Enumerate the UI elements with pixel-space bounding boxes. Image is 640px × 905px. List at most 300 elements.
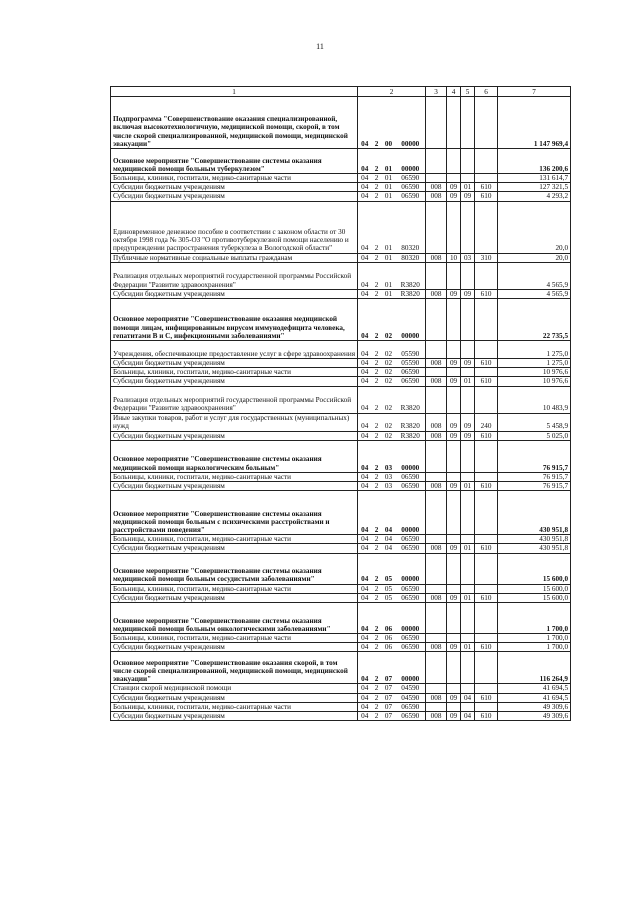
target-code-program: 04	[358, 368, 372, 377]
target-code-program: 04	[358, 341, 372, 359]
target-code-direction: 80320	[396, 253, 426, 262]
amount: 49 309,6	[498, 712, 571, 721]
target-code-activity: 01	[382, 149, 396, 174]
target-code-direction: 06590	[396, 712, 426, 721]
subsection-code	[461, 535, 475, 544]
grbs-code: 008	[426, 712, 447, 721]
target-code-activity: 07	[382, 702, 396, 711]
row-name: Больницы, клиники, госпитали, медико-санитарные части	[111, 584, 358, 593]
target-code-subprogram: 2	[372, 192, 382, 201]
column-header-4: 4	[447, 87, 461, 97]
target-code-program: 04	[358, 413, 372, 431]
expense-type-code: 610	[475, 712, 498, 721]
target-code-program: 04	[358, 183, 372, 192]
table-row	[111, 359, 571, 368]
target-code-program: 04	[358, 174, 372, 183]
amount: 136 200,6	[498, 149, 571, 174]
expense-type-code	[475, 201, 498, 253]
target-code-direction: 06590	[396, 377, 426, 386]
amount: 1 275,0	[498, 341, 571, 359]
expense-type-code	[475, 341, 498, 359]
target-code-subprogram: 2	[372, 544, 382, 553]
row-name: Субсидии бюджетным учреждениям	[111, 359, 358, 368]
grbs-code: 008	[426, 192, 447, 201]
expense-type-code: 310	[475, 253, 498, 262]
grbs-code	[426, 684, 447, 693]
row-name: Больницы, клиники, госпитали, медико-санитарные части	[111, 702, 358, 711]
table-row	[111, 603, 571, 634]
section-code: 10	[447, 253, 461, 262]
amount: 20,0	[498, 201, 571, 253]
budget-table	[110, 86, 571, 721]
subsection-code: 09	[461, 192, 475, 201]
expense-type-code: 610	[475, 359, 498, 368]
row-name: Основное мероприятие "Совершенствование системы оказания медицинской помощи больным онкологическими заболеваниями"	[111, 603, 358, 634]
section-code	[447, 584, 461, 593]
target-code-activity: 07	[382, 652, 396, 684]
subsection-code	[461, 684, 475, 693]
amount: 4 293,2	[498, 192, 571, 201]
target-code-subprogram: 2	[372, 368, 382, 377]
target-code-direction: 04590	[396, 684, 426, 693]
expense-type-code: 610	[475, 643, 498, 652]
target-code-program: 04	[358, 472, 372, 481]
subsection-code	[461, 634, 475, 643]
amount: 76 915,7	[498, 472, 571, 481]
table-row	[111, 299, 571, 341]
target-code-direction: 06590	[396, 544, 426, 553]
target-code-subprogram: 2	[372, 201, 382, 253]
target-code-program: 04	[358, 643, 372, 652]
row-name: Реализация отдельных мероприятий государственной программы Российской Федерации "Развитие здравоохранения"	[111, 386, 358, 413]
table-row	[111, 634, 571, 643]
section-code	[447, 174, 461, 183]
target-code-program: 04	[358, 684, 372, 693]
target-code-direction: R3820	[396, 289, 426, 298]
row-name: Основное мероприятие "Совершенствование системы оказания медицинской помощи больным туберкулезом"	[111, 149, 358, 174]
target-code-direction: 00000	[396, 440, 426, 472]
table-row	[111, 368, 571, 377]
table-row	[111, 535, 571, 544]
target-code-program: 04	[358, 377, 372, 386]
row-name: Основное мероприятие "Совершенствование системы оказания медицинской помощи больным сосудистыми заболеваниями"	[111, 553, 358, 584]
target-code-activity: 04	[382, 491, 396, 535]
expense-type-code: 610	[475, 183, 498, 192]
section-code: 09	[447, 289, 461, 298]
section-code	[447, 299, 461, 341]
target-code-subprogram: 2	[372, 553, 382, 584]
amount: 41 694,5	[498, 693, 571, 702]
target-code-direction: 05590	[396, 341, 426, 359]
subsection-code	[461, 368, 475, 377]
subsection-code	[461, 341, 475, 359]
target-code-subprogram: 2	[372, 491, 382, 535]
table-row	[111, 97, 571, 149]
target-code-program: 04	[358, 693, 372, 702]
table-row	[111, 192, 571, 201]
target-code-subprogram: 2	[372, 482, 382, 491]
grbs-code	[426, 201, 447, 253]
table-row	[111, 553, 571, 584]
subsection-code	[461, 174, 475, 183]
table-row	[111, 174, 571, 183]
target-code-program: 04	[358, 299, 372, 341]
subsection-code: 01	[461, 482, 475, 491]
amount: 4 565,9	[498, 262, 571, 289]
target-code-direction: 06590	[396, 368, 426, 377]
target-code-subprogram: 2	[372, 712, 382, 721]
target-code-activity: 02	[382, 341, 396, 359]
table-row	[111, 386, 571, 413]
target-code-program: 04	[358, 431, 372, 440]
section-code	[447, 262, 461, 289]
expense-type-code	[475, 553, 498, 584]
target-code-program: 04	[358, 535, 372, 544]
amount: 10 483,9	[498, 386, 571, 413]
target-code-program: 04	[358, 386, 372, 413]
table-row	[111, 377, 571, 386]
grbs-code: 008	[426, 693, 447, 702]
target-code-activity: 02	[382, 377, 396, 386]
section-code	[447, 702, 461, 711]
table-row	[111, 482, 571, 491]
target-code-direction: 00000	[396, 491, 426, 535]
section-code: 09	[447, 359, 461, 368]
section-code: 09	[447, 693, 461, 702]
target-code-activity: 01	[382, 262, 396, 289]
amount: 10 976,6	[498, 377, 571, 386]
row-name: Больницы, клиники, госпитали, медико-санитарные части	[111, 634, 358, 643]
grbs-code	[426, 440, 447, 472]
column-header-3: 3	[426, 87, 447, 97]
target-code-subprogram: 2	[372, 377, 382, 386]
subsection-code	[461, 491, 475, 535]
target-code-program: 04	[358, 149, 372, 174]
expense-type-code	[475, 174, 498, 183]
expense-type-code	[475, 97, 498, 149]
target-code-subprogram: 2	[372, 97, 382, 149]
target-code-subprogram: 2	[372, 684, 382, 693]
target-code-direction: R3820	[396, 413, 426, 431]
grbs-code	[426, 472, 447, 481]
target-code-direction: 06590	[396, 593, 426, 602]
section-code	[447, 472, 461, 481]
target-code-direction: R3820	[396, 431, 426, 440]
amount: 76 915,7	[498, 440, 571, 472]
target-code-activity: 01	[382, 192, 396, 201]
expense-type-code	[475, 472, 498, 481]
row-name: Субсидии бюджетным учреждениям	[111, 482, 358, 491]
section-code: 09	[447, 431, 461, 440]
target-code-activity: 04	[382, 544, 396, 553]
grbs-code: 008	[426, 413, 447, 431]
subsection-code: 01	[461, 593, 475, 602]
subsection-code	[461, 299, 475, 341]
target-code-activity: 01	[382, 201, 396, 253]
expense-type-code	[475, 652, 498, 684]
table-row	[111, 201, 571, 253]
target-code-subprogram: 2	[372, 643, 382, 652]
grbs-code: 008	[426, 431, 447, 440]
subsection-code: 09	[461, 359, 475, 368]
expense-type-code	[475, 262, 498, 289]
target-code-subprogram: 2	[372, 593, 382, 602]
subsection-code: 03	[461, 253, 475, 262]
subsection-code	[461, 262, 475, 289]
section-code	[447, 535, 461, 544]
amount: 116 264,9	[498, 652, 571, 684]
target-code-subprogram: 2	[372, 652, 382, 684]
target-code-direction: 06590	[396, 535, 426, 544]
target-code-activity: 05	[382, 584, 396, 593]
section-code	[447, 553, 461, 584]
section-code	[447, 603, 461, 634]
target-code-direction: 00000	[396, 97, 426, 149]
grbs-code	[426, 299, 447, 341]
table-row	[111, 584, 571, 593]
target-code-subprogram: 2	[372, 584, 382, 593]
table-row	[111, 684, 571, 693]
grbs-code: 008	[426, 377, 447, 386]
row-name: Публичные нормативные социальные выплаты гражданам	[111, 253, 358, 262]
target-code-program: 04	[358, 584, 372, 593]
subsection-code	[461, 584, 475, 593]
target-code-subprogram: 2	[372, 693, 382, 702]
section-code: 09	[447, 593, 461, 602]
column-header-5: 5	[461, 87, 475, 97]
row-name: Основное мероприятие "Совершенствование системы оказания медицинской помощи больным с психическими расстройствами и расстройствами поведения"	[111, 491, 358, 535]
expense-type-code	[475, 440, 498, 472]
target-code-activity: 06	[382, 603, 396, 634]
target-code-program: 04	[358, 262, 372, 289]
grbs-code: 008	[426, 482, 447, 491]
target-code-activity: 05	[382, 593, 396, 602]
table-row	[111, 341, 571, 359]
expense-type-code: 610	[475, 289, 498, 298]
row-name: Субсидии бюджетным учреждениям	[111, 192, 358, 201]
subsection-code	[461, 652, 475, 684]
grbs-code	[426, 584, 447, 593]
target-code-subprogram: 2	[372, 253, 382, 262]
table-row	[111, 643, 571, 652]
target-code-direction: 06590	[396, 482, 426, 491]
target-code-program: 04	[358, 97, 372, 149]
target-code-activity: 07	[382, 693, 396, 702]
amount: 5 458,9	[498, 413, 571, 431]
grbs-code	[426, 535, 447, 544]
section-code	[447, 652, 461, 684]
target-code-direction: 06590	[396, 174, 426, 183]
expense-type-code	[475, 603, 498, 634]
row-name: Основное мероприятие "Совершенствование оказания скорой, в том числе скорой специализированной, медицинской помощи, медицинской эвакуации"	[111, 652, 358, 684]
section-code	[447, 491, 461, 535]
table-row	[111, 440, 571, 472]
expense-type-code	[475, 684, 498, 693]
section-code	[447, 201, 461, 253]
table-row	[111, 183, 571, 192]
table-row	[111, 149, 571, 174]
amount: 1 275,0	[498, 359, 571, 368]
grbs-code: 008	[426, 289, 447, 298]
table-header-row	[111, 87, 571, 97]
amount: 4 565,9	[498, 289, 571, 298]
section-code: 09	[447, 192, 461, 201]
target-code-activity: 07	[382, 712, 396, 721]
expense-type-code: 610	[475, 431, 498, 440]
amount: 20,0	[498, 253, 571, 262]
subsection-code: 04	[461, 712, 475, 721]
subsection-code: 01	[461, 377, 475, 386]
amount: 76 915,7	[498, 482, 571, 491]
target-code-subprogram: 2	[372, 289, 382, 298]
target-code-subprogram: 2	[372, 634, 382, 643]
target-code-program: 04	[358, 491, 372, 535]
row-name: Субсидии бюджетным учреждениям	[111, 377, 358, 386]
grbs-code	[426, 491, 447, 535]
subsection-code: 09	[461, 289, 475, 298]
grbs-code	[426, 174, 447, 183]
target-code-activity: 06	[382, 643, 396, 652]
grbs-code: 008	[426, 359, 447, 368]
target-code-direction: 06590	[396, 643, 426, 652]
expense-type-code	[475, 634, 498, 643]
section-code	[447, 684, 461, 693]
column-header-1: 1	[111, 87, 358, 97]
expense-type-code	[475, 299, 498, 341]
row-name: Основное мероприятие "Совершенствование оказания медицинской помощи лицам, инфицированным вирусом иммунодефицита человека, гепатитами В и С, инфекционными заболеваниями"	[111, 299, 358, 341]
target-code-activity: 01	[382, 183, 396, 192]
amount: 41 694,5	[498, 684, 571, 693]
row-name: Субсидии бюджетным учреждениям	[111, 544, 358, 553]
amount: 15 600,0	[498, 593, 571, 602]
target-code-direction: 00000	[396, 149, 426, 174]
row-name: Реализация отдельных мероприятий государственной программы Российской Федерации "Развитие здравоохранения"	[111, 262, 358, 289]
subsection-code: 09	[461, 431, 475, 440]
subsection-code	[461, 97, 475, 149]
page-number: 11	[316, 42, 324, 51]
row-name: Станции скорой медицинской помощи	[111, 684, 358, 693]
section-code	[447, 440, 461, 472]
target-code-program: 04	[358, 253, 372, 262]
expense-type-code: 610	[475, 693, 498, 702]
subsection-code	[461, 201, 475, 253]
target-code-program: 04	[358, 593, 372, 602]
target-code-subprogram: 2	[372, 183, 382, 192]
section-code	[447, 634, 461, 643]
amount: 430 951,8	[498, 535, 571, 544]
grbs-code	[426, 702, 447, 711]
target-code-activity: 02	[382, 431, 396, 440]
section-code: 09	[447, 544, 461, 553]
section-code: 09	[447, 712, 461, 721]
column-header-6: 6	[475, 87, 498, 97]
target-code-activity: 02	[382, 413, 396, 431]
table-row	[111, 262, 571, 289]
grbs-code	[426, 97, 447, 149]
amount: 49 309,6	[498, 702, 571, 711]
expense-type-code	[475, 149, 498, 174]
target-code-direction: 06590	[396, 634, 426, 643]
target-code-activity: 06	[382, 634, 396, 643]
amount: 22 735,5	[498, 299, 571, 341]
subsection-code	[461, 386, 475, 413]
target-code-activity: 01	[382, 289, 396, 298]
amount: 430 951,8	[498, 491, 571, 535]
target-code-subprogram: 2	[372, 386, 382, 413]
target-code-direction: 06590	[396, 183, 426, 192]
table-row	[111, 491, 571, 535]
expense-type-code: 610	[475, 482, 498, 491]
grbs-code: 008	[426, 253, 447, 262]
row-name: Основное мероприятие "Совершенствование системы оказания медицинской помощи наркологическим больным"	[111, 440, 358, 472]
expense-type-code: 610	[475, 192, 498, 201]
table-row	[111, 702, 571, 711]
target-code-activity: 02	[382, 368, 396, 377]
amount: 5 025,0	[498, 431, 571, 440]
row-name: Иные закупки товаров, работ и услуг для государственных (муниципальных) нужд	[111, 413, 358, 431]
amount: 15 600,0	[498, 553, 571, 584]
subsection-code	[461, 553, 475, 584]
amount: 10 976,6	[498, 368, 571, 377]
target-code-program: 04	[358, 192, 372, 201]
target-code-subprogram: 2	[372, 359, 382, 368]
subsection-code: 09	[461, 413, 475, 431]
target-code-activity: 02	[382, 386, 396, 413]
section-code: 09	[447, 482, 461, 491]
expense-type-code	[475, 584, 498, 593]
row-name: Больницы, клиники, госпитали, медико-санитарные части	[111, 174, 358, 183]
table-row	[111, 544, 571, 553]
target-code-program: 04	[358, 712, 372, 721]
grbs-code	[426, 634, 447, 643]
amount: 1 147 969,4	[498, 97, 571, 149]
amount: 1 700,0	[498, 603, 571, 634]
section-code	[447, 368, 461, 377]
expense-type-code: 610	[475, 544, 498, 553]
target-code-activity: 07	[382, 684, 396, 693]
row-name: Субсидии бюджетным учреждениям	[111, 289, 358, 298]
grbs-code	[426, 652, 447, 684]
target-code-direction: 06590	[396, 702, 426, 711]
target-code-activity: 03	[382, 472, 396, 481]
table-row	[111, 253, 571, 262]
target-code-program: 04	[358, 553, 372, 584]
grbs-code	[426, 368, 447, 377]
target-code-direction: 00000	[396, 603, 426, 634]
amount: 131 614,7	[498, 174, 571, 183]
expense-type-code	[475, 535, 498, 544]
target-code-direction: 00000	[396, 553, 426, 584]
expense-type-code	[475, 702, 498, 711]
row-name: Больницы, клиники, госпитали, медико-санитарные части	[111, 368, 358, 377]
target-code-direction: 06590	[396, 472, 426, 481]
grbs-code: 008	[426, 544, 447, 553]
section-code: 09	[447, 377, 461, 386]
row-name: Больницы, клиники, госпитали, медико-санитарные части	[111, 472, 358, 481]
section-code	[447, 386, 461, 413]
target-code-subprogram: 2	[372, 603, 382, 634]
expense-type-code	[475, 386, 498, 413]
subsection-code	[461, 440, 475, 472]
target-code-program: 04	[358, 201, 372, 253]
target-code-program: 04	[358, 482, 372, 491]
subsection-code	[461, 472, 475, 481]
subsection-code: 01	[461, 544, 475, 553]
grbs-code	[426, 149, 447, 174]
section-code	[447, 97, 461, 149]
target-code-activity: 00	[382, 97, 396, 149]
row-name: Подпрограмма "Совершенствование оказания специализированной, включая высокотехнологичную, медицинской помощи, скорой, в том числе скорой специализированной, медицинской помощи, медицинской эвакуации"	[111, 97, 358, 149]
